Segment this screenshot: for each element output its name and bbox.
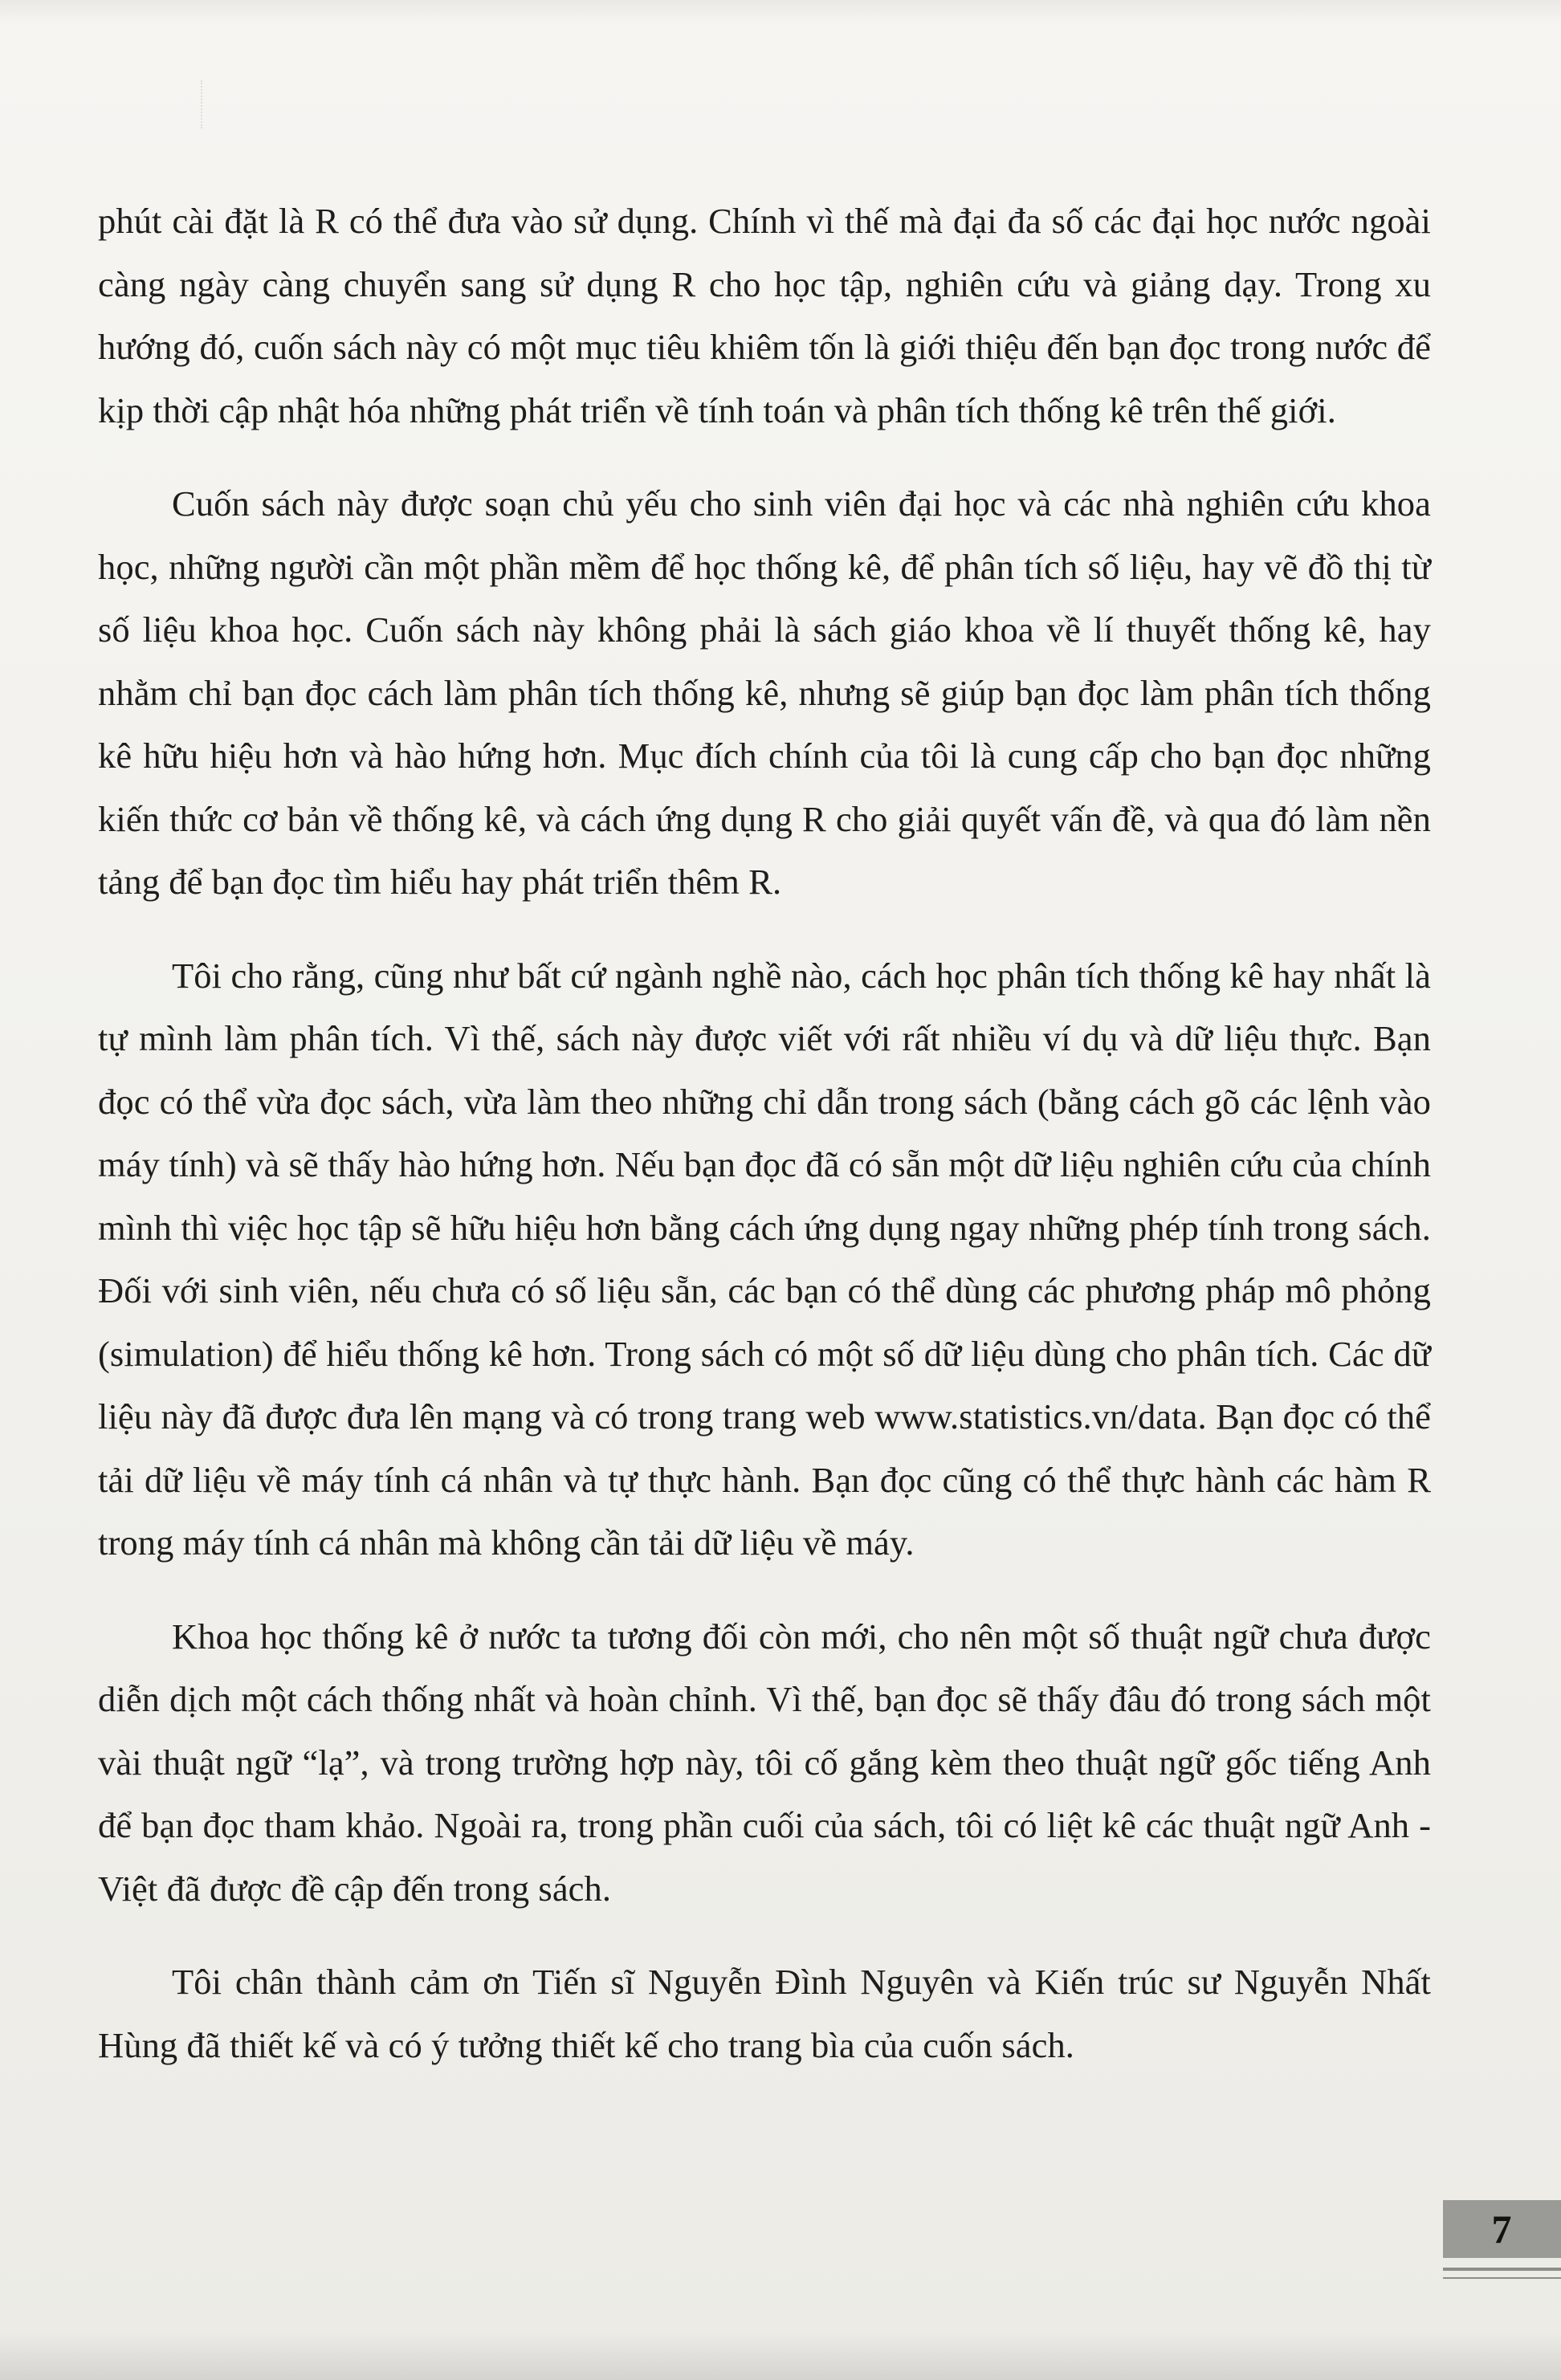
page-number-rule-thick	[1443, 2268, 1561, 2271]
page-number-rule-thin	[1443, 2277, 1561, 2279]
paragraph-4: Khoa học thống kê ở nước ta tương đối còn mới, cho nên một số thuật ngữ chưa được diễn dịch một cách thống nhất và hoàn chỉnh. Vì thế, bạn đọc sẽ thấy đâu đó trong sách một vài thuật ngữ “lạ”, và trong trường hợp này, tôi cố gắng kèm theo thuật ngữ gốc tiếng Anh để bạn đọc tham khảo. Ngoài ra, trong phần cuối của sách, tôi có liệt kê các thuật ngữ Anh - Việt đã được đề cập đến trong sách.	[98, 1616, 1431, 1909]
page-number-tab	[1443, 2200, 1561, 2258]
page-bottom-shadow	[0, 2333, 1561, 2380]
paragraph-3: Tôi cho rằng, cũng như bất cứ ngành nghề nào, cách học phân tích thống kê hay nhất là tự mình làm phân tích. Vì thế, sách này được viết với rất nhiều ví dụ và dữ liệu thực. Bạn đọc có thể vừa đọc sách, vừa làm theo những chỉ dẫn trong sách (bằng cách gõ các lệnh vào máy tính) và sẽ thấy hào hứng hơn. Nếu bạn đọc đã có sẵn một dữ liệu nghiên cứu của chính mình thì việc học tập sẽ hữu hiệu hơn bằng cách ứng dụng ngay những phép tính trong sách. Đối với sinh viên, nếu chưa có số liệu sẵn, các bạn có thể dùng các phương pháp mô phỏng (simulation) để hiểu thống kê hơn. Trong sách có một số dữ liệu dùng cho phân tích. Các dữ liệu này đã được đưa lên mạng và có trong trang web www.statistics.vn/data. Bạn đọc có thể tải dữ liệu về máy tính cá nhân và tự thực hành. Bạn đọc cũng có thể thực hành các hàm R trong máy tính cá nhân mà không cần tải dữ liệu về máy.	[98, 955, 1431, 1563]
body-text	[98, 190, 1431, 2107]
paragraph-5: Tôi chân thành cảm ơn Tiến sĩ Nguyễn Đình Nguyên và Kiến trúc sư Nguyễn Nhất Hùng đã thiết kế và có ý tưởng thiết kế cho trang bìa của cuốn sách.	[98, 1962, 1431, 2065]
page-top-shadow	[0, 0, 1561, 24]
page-crease-mark	[201, 80, 206, 128]
page-number: 7	[1491, 2207, 1513, 2252]
paragraph-1: phút cài đặt là R có thể đưa vào sử dụng. Chính vì thế mà đại đa số các đại học nước ngoài càng ngày càng chuyển sang sử dụng R cho học tập, nghiên cứu và giảng dạy. Trong xu hướng đó, cuốn sách này có một mục tiêu khiêm tốn là giới thiệu đến bạn đọc trong nước để kịp thời cập nhật hóa những phát triển về tính toán và phân tích thống kê trên thế giới.	[98, 201, 1431, 430]
paragraph-2: Cuốn sách này được soạn chủ yếu cho sinh viên đại học và các nhà nghiên cứu khoa học, những người cần một phần mềm để học thống kê, để phân tích số liệu, hay vẽ đồ thị từ số liệu khoa học. Cuốn sách này không phải là sách giáo khoa về lí thuyết thống kê, hay nhằm chỉ bạn đọc cách làm phân tích thống kê, nhưng sẽ giúp bạn đọc làm phân tích thống kê hữu hiệu hơn và hào hứng hơn. Mục đích chính của tôi là cung cấp cho bạn đọc những kiến thức cơ bản về thống kê, và cách ứng dụng R cho giải quyết vấn đề, và qua đó làm nền tảng để bạn đọc tìm hiểu hay phát triển thêm R.	[98, 483, 1431, 902]
